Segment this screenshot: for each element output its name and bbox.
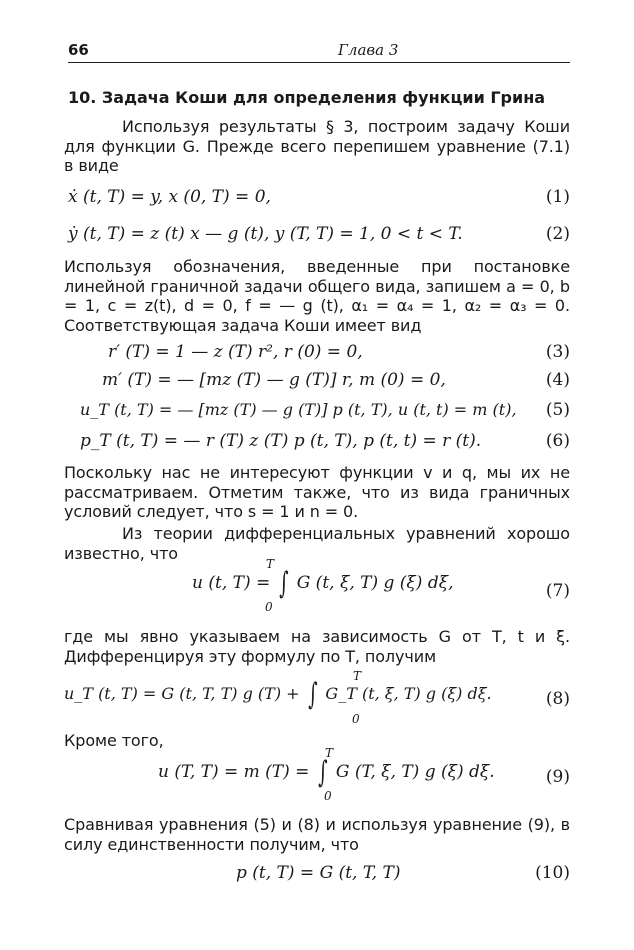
equation-2: ẏ (t, T) = z (t) x — g (t), y (T, T) = 1, 0 < t < T. [68, 224, 463, 244]
equation-9 [158, 754, 495, 790]
equation-4: m′ (T) = — [mz (T) — g (T)] r, m (0) = 0, [102, 370, 446, 390]
paragraph-4: Из теории дифференциальных уравнений хорошо известно, что [64, 524, 570, 563]
equation-9-lhs: u (T, T) = m (T) = [158, 762, 310, 782]
equation-number-7: (7) [545, 581, 570, 601]
equation-9-upper-limit: T [325, 746, 334, 760]
equation-7-upper-limit: T [266, 557, 275, 571]
equation-8-upper-limit: T [353, 669, 362, 683]
equation-3: r′ (T) = 1 — z (T) r², r (0) = 0, [108, 342, 363, 362]
equation-6: p_T (t, T) = — r (T) z (T) p (t, T), p (t, t) = r (t). [80, 431, 482, 451]
paragraph-1: Используя результаты § 3, построим задачу Коши для функции G. Прежде всего перепишем уравнение (7.1) в виде [64, 117, 570, 175]
section-title: 10. Задача Коши для определения функции Грина [68, 88, 546, 107]
integral-sign: ∫ [307, 676, 318, 712]
page-number: 66 [68, 41, 89, 59]
equation-10: p (t, T) = G (t, T, T) [236, 863, 401, 883]
equation-5: u_T (t, T) = — [mz (T) — g (T)] p (t, T), u (t, t) = m (t), [80, 400, 517, 419]
equation-7-lhs: u (t, T) = [192, 573, 271, 593]
equation-number-5: (5) [545, 400, 570, 420]
equation-7 [192, 565, 454, 616]
equation-8-lhs: u_T (t, T) = G (t, T, T) g (T) + [64, 684, 300, 703]
equation-number-2: (2) [545, 224, 570, 244]
equation-8-rhs: G_T (t, ξ, T) g (ξ) dξ. [325, 684, 492, 703]
equation-8 [64, 676, 492, 712]
equation-number-8: (8) [545, 689, 570, 709]
equation-number-6: (6) [545, 431, 570, 451]
equation-number-10: (10) [535, 863, 570, 883]
equation-1: ẋ (t, T) = y, x (0, T) = 0, [68, 187, 271, 207]
equation-number-9: (9) [545, 767, 570, 787]
paragraph-5: где мы явно указываем на зависимость G от T, t и ξ. Дифференцируя эту формулу по T, получим [64, 627, 570, 666]
equation-7-lower-limit: 0 [265, 600, 273, 614]
running-head: Глава 3 [338, 41, 399, 59]
integral-sign: ∫ [317, 754, 328, 790]
equation-8-lower-limit: 0 [352, 712, 360, 726]
paragraph-6: Кроме того, [64, 731, 164, 750]
page-header [68, 40, 570, 63]
equation-number-1: (1) [545, 187, 570, 207]
equation-number-4: (4) [545, 370, 570, 390]
equation-7-rhs: G (t, ξ, T) g (ξ) dξ, [296, 573, 454, 593]
paragraph-2: Используя обозначения, введенные при постановке линейной граничной задачи общего вида, запишем a = 0, b = 1, c = z(t), d = 0, f = — g (t), α₁ = α₄ = 1, α₂ = α₃ = 0. Соответствующая задача Коши имеет вид [64, 257, 570, 335]
equation-9-lower-limit: 0 [324, 789, 332, 803]
equation-9-rhs: G (T, ξ, T) g (ξ) dξ. [335, 762, 495, 782]
paragraph-3: Поскольку нас не интересуют функции v и q, мы их не рассматриваем. Отметим также, что из вида граничных условий следует, что s = 1 и n = 0. [64, 463, 570, 521]
equation-number-3: (3) [545, 342, 570, 362]
paragraph-7: Сравнивая уравнения (5) и (8) и используя уравнение (9), в силу единственности получим, что [64, 815, 570, 854]
integral-sign: ∫ [278, 565, 289, 601]
